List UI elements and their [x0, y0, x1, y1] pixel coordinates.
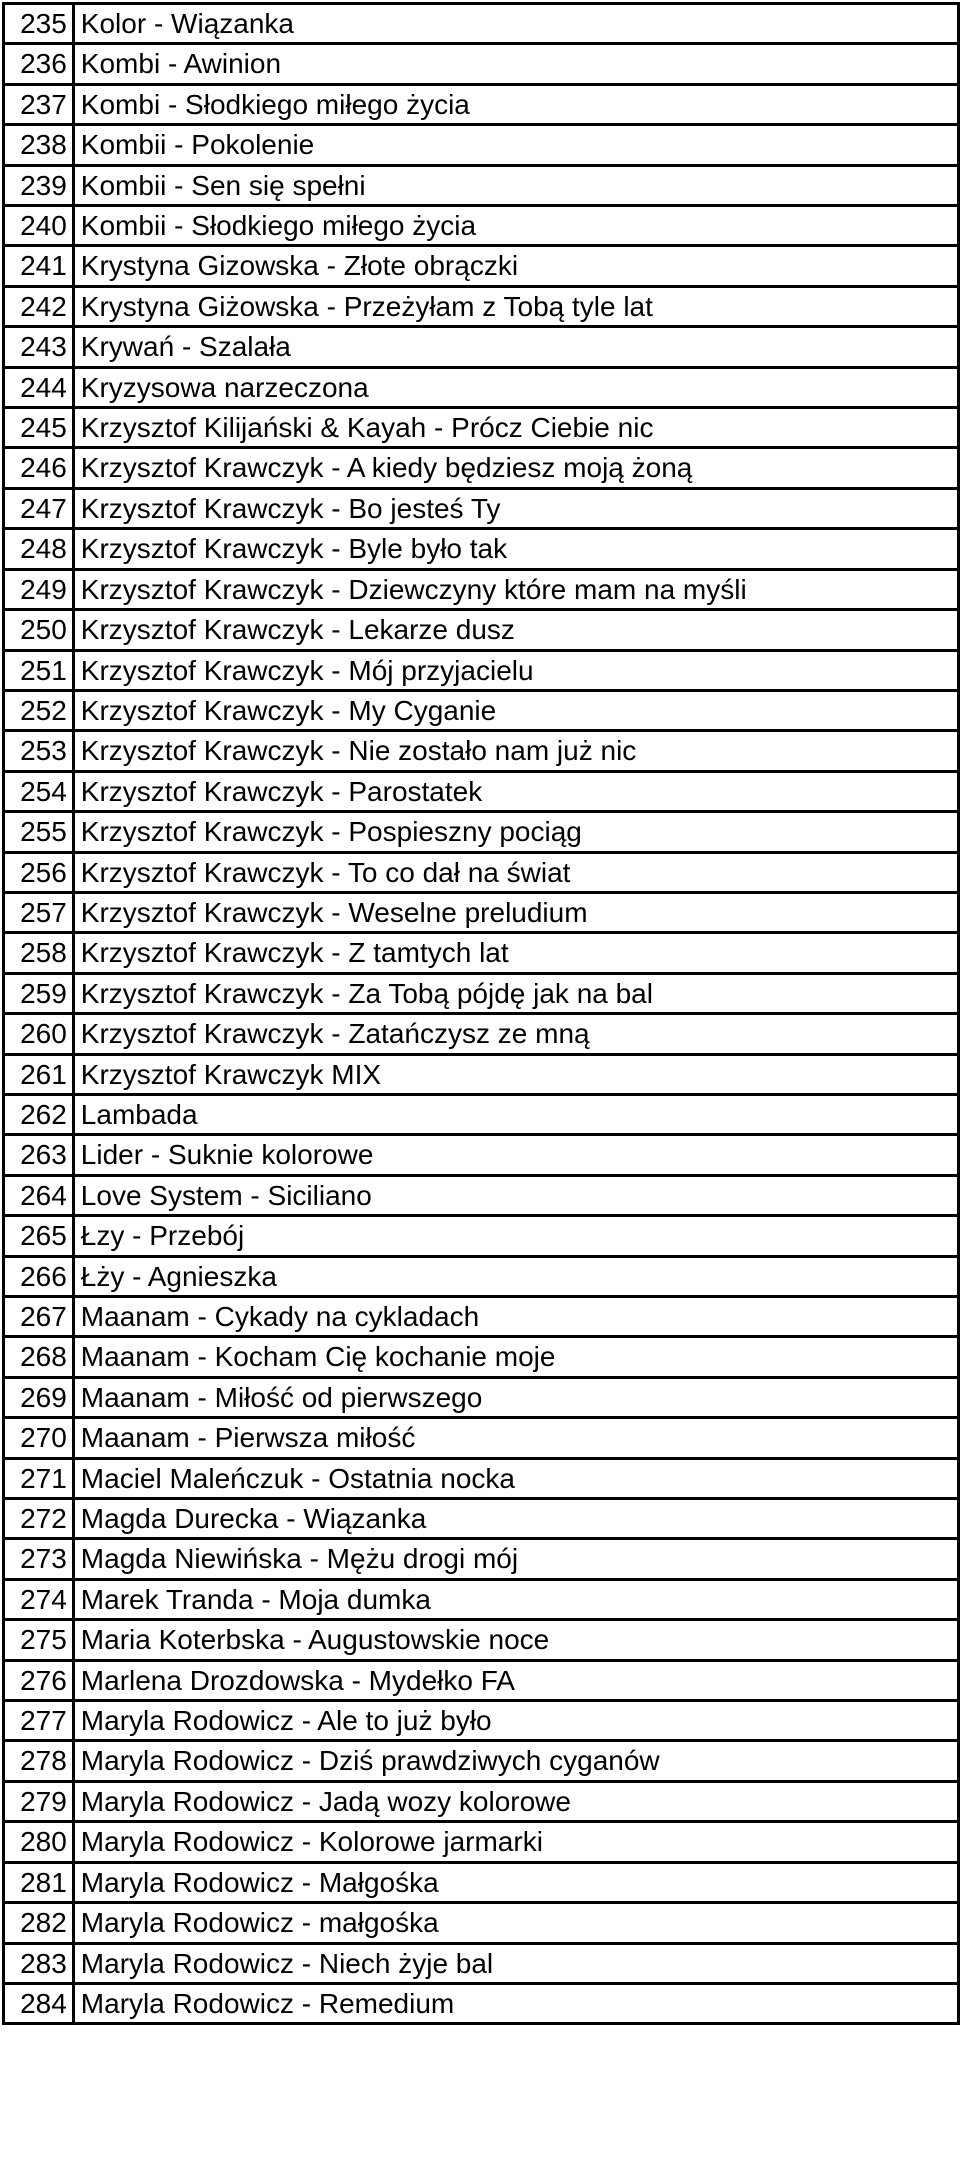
song-title: Maryla Rodowicz - Remedium [73, 1983, 958, 2023]
row-number: 278 [4, 1741, 74, 1781]
song-title: Lambada [73, 1094, 958, 1134]
song-title: Krystyna Gizowska - Złote obrączki [73, 246, 958, 286]
row-number: 258 [4, 933, 74, 973]
row-number: 267 [4, 1297, 74, 1337]
table-row [4, 488, 959, 528]
song-title: Krzysztof Krawczyk - Byle było tak [73, 529, 958, 569]
table-row [4, 206, 959, 246]
row-number: 255 [4, 812, 74, 852]
row-number: 262 [4, 1094, 74, 1134]
row-number: 273 [4, 1539, 74, 1579]
row-number: 269 [4, 1377, 74, 1417]
table-row [4, 1539, 959, 1579]
table-row [4, 529, 959, 569]
table-row [4, 327, 959, 367]
row-number: 238 [4, 125, 74, 165]
table-row [4, 1660, 959, 1700]
table-row [4, 1741, 959, 1781]
row-number: 282 [4, 1903, 74, 1943]
song-title: Łży - Agnieszka [73, 1256, 958, 1296]
row-number: 235 [4, 4, 74, 44]
row-number: 275 [4, 1620, 74, 1660]
song-title: Maanam - Kocham Cię kochanie moje [73, 1337, 958, 1377]
table-row [4, 1620, 959, 1660]
song-title: Maanam - Cykady na cykladach [73, 1297, 958, 1337]
table-row [4, 1903, 959, 1943]
song-title: Krzysztof Kilijański & Kayah - Prócz Ciebie nic [73, 408, 958, 448]
row-number: 239 [4, 165, 74, 205]
song-title: Krzysztof Krawczyk - Nie zostało nam już nic [73, 731, 958, 771]
song-title: Krzysztof Krawczyk - Mój przyjacielu [73, 650, 958, 690]
row-number: 245 [4, 408, 74, 448]
table-row [4, 1418, 959, 1458]
row-number: 242 [4, 286, 74, 326]
row-number: 253 [4, 731, 74, 771]
row-number: 268 [4, 1337, 74, 1377]
table-row [4, 448, 959, 488]
table-row [4, 1499, 959, 1539]
row-number: 236 [4, 44, 74, 84]
table-row [4, 1297, 959, 1337]
song-title: Krzysztof Krawczyk - My Cyganie [73, 690, 958, 730]
table-row [4, 246, 959, 286]
table-row [4, 610, 959, 650]
song-title: Love System - Siciliano [73, 1175, 958, 1215]
table-row [4, 1135, 959, 1175]
song-title: Krzysztof Krawczyk - Lekarze dusz [73, 610, 958, 650]
row-number: 252 [4, 690, 74, 730]
row-number: 276 [4, 1660, 74, 1700]
row-number: 266 [4, 1256, 74, 1296]
row-number: 260 [4, 1014, 74, 1054]
song-title: Krystyna Giżowska - Przeżyłam z Tobą tyle lat [73, 286, 958, 326]
table-row [4, 408, 959, 448]
table-row [4, 1216, 959, 1256]
row-number: 246 [4, 448, 74, 488]
table-row [4, 1337, 959, 1377]
table-row [4, 367, 959, 407]
song-title: Krzysztof Krawczyk - Weselne preludium [73, 892, 958, 932]
table-row [4, 1054, 959, 1094]
song-title: Maciel Maleńczuk - Ostatnia nocka [73, 1458, 958, 1498]
table-row [4, 933, 959, 973]
song-title: Krzysztof Krawczyk - Pospieszny pociąg [73, 812, 958, 852]
table-row [4, 852, 959, 892]
table-row [4, 125, 959, 165]
row-number: 279 [4, 1781, 74, 1821]
table-row [4, 1781, 959, 1821]
row-number: 277 [4, 1701, 74, 1741]
row-number: 237 [4, 84, 74, 124]
song-title: Maryla Rodowicz - Małgośka [73, 1862, 958, 1902]
song-title: Kombii - Pokolenie [73, 125, 958, 165]
song-title: Łzy - Przebój [73, 1216, 958, 1256]
row-number: 247 [4, 488, 74, 528]
table-row [4, 1256, 959, 1296]
song-title: Krzysztof Krawczyk - Bo jesteś Ty [73, 488, 958, 528]
row-number: 243 [4, 327, 74, 367]
row-number: 241 [4, 246, 74, 286]
song-title: Kryzysowa narzeczona [73, 367, 958, 407]
table-row [4, 1377, 959, 1417]
table-row [4, 973, 959, 1013]
table-row [4, 1094, 959, 1134]
song-title: Maryla Rodowicz - Kolorowe jarmarki [73, 1822, 958, 1862]
table-row [4, 569, 959, 609]
song-title: Maanam - Miłość od pierwszego [73, 1377, 958, 1417]
table-row [4, 650, 959, 690]
row-number: 250 [4, 610, 74, 650]
table-row [4, 771, 959, 811]
song-title: Maryla Rodowicz - Dziś prawdziwych cyganów [73, 1741, 958, 1781]
song-title: Lider - Suknie kolorowe [73, 1135, 958, 1175]
song-title: Krzysztof Krawczyk - A kiedy będziesz moją żoną [73, 448, 958, 488]
song-title: Kombi - Awinion [73, 44, 958, 84]
song-title: Kombii - Słodkiego miłego życia [73, 206, 958, 246]
song-title: Krzysztof Krawczyk - Z tamtych lat [73, 933, 958, 973]
row-number: 284 [4, 1983, 74, 2023]
song-title: Magda Niewińska - Mężu drogi mój [73, 1539, 958, 1579]
table-row [4, 1943, 959, 1983]
row-number: 271 [4, 1458, 74, 1498]
row-number: 240 [4, 206, 74, 246]
table-row [4, 1862, 959, 1902]
row-number: 265 [4, 1216, 74, 1256]
table-row [4, 690, 959, 730]
song-title: Kombii - Sen się spełni [73, 165, 958, 205]
row-number: 244 [4, 367, 74, 407]
table-row [4, 731, 959, 771]
row-number: 283 [4, 1943, 74, 1983]
table-row [4, 812, 959, 852]
song-title: Kombi - Słodkiego miłego życia [73, 84, 958, 124]
song-title: Kolor - Wiązanka [73, 4, 958, 44]
table-row [4, 892, 959, 932]
row-number: 264 [4, 1175, 74, 1215]
table-row [4, 1175, 959, 1215]
table-row [4, 286, 959, 326]
row-number: 251 [4, 650, 74, 690]
row-number: 281 [4, 1862, 74, 1902]
row-number: 259 [4, 973, 74, 1013]
row-number: 261 [4, 1054, 74, 1094]
table-row [4, 1458, 959, 1498]
row-number: 274 [4, 1579, 74, 1619]
row-number: 270 [4, 1418, 74, 1458]
song-title: Marlena Drozdowska - Mydełko FA [73, 1660, 958, 1700]
song-title: Magda Durecka - Wiązanka [73, 1499, 958, 1539]
song-title: Krzysztof Krawczyk MIX [73, 1054, 958, 1094]
song-title: Krzysztof Krawczyk - Parostatek [73, 771, 958, 811]
table-row [4, 44, 959, 84]
song-title: Krywań - Szalała [73, 327, 958, 367]
row-number: 254 [4, 771, 74, 811]
table-row [4, 165, 959, 205]
song-title: Maryla Rodowicz - małgośka [73, 1903, 958, 1943]
song-title: Krzysztof Krawczyk - To co dał na świat [73, 852, 958, 892]
row-number: 272 [4, 1499, 74, 1539]
song-title: Krzysztof Krawczyk - Za Tobą pójdę jak na bal [73, 973, 958, 1013]
table-row [4, 1579, 959, 1619]
row-number: 256 [4, 852, 74, 892]
table-row [4, 1701, 959, 1741]
table-row [4, 1822, 959, 1862]
table-row [4, 4, 959, 44]
song-title: Maanam - Pierwsza miłość [73, 1418, 958, 1458]
row-number: 257 [4, 892, 74, 932]
table-row [4, 1014, 959, 1054]
table-row [4, 84, 959, 124]
song-title: Maryla Rodowicz - Niech żyje bal [73, 1943, 958, 1983]
table-row [4, 1983, 959, 2023]
song-title: Maria Koterbska - Augustowskie noce [73, 1620, 958, 1660]
row-number: 280 [4, 1822, 74, 1862]
row-number: 249 [4, 569, 74, 609]
song-title: Marek Tranda - Moja dumka [73, 1579, 958, 1619]
song-list-body [4, 4, 959, 2024]
row-number: 248 [4, 529, 74, 569]
song-title: Krzysztof Krawczyk - Zatańczysz ze mną [73, 1014, 958, 1054]
song-list-table [2, 2, 960, 2025]
song-title: Maryla Rodowicz - Ale to już było [73, 1701, 958, 1741]
row-number: 263 [4, 1135, 74, 1175]
song-title: Maryla Rodowicz - Jadą wozy kolorowe [73, 1781, 958, 1821]
song-title: Krzysztof Krawczyk - Dziewczyny które mam na myśli [73, 569, 958, 609]
